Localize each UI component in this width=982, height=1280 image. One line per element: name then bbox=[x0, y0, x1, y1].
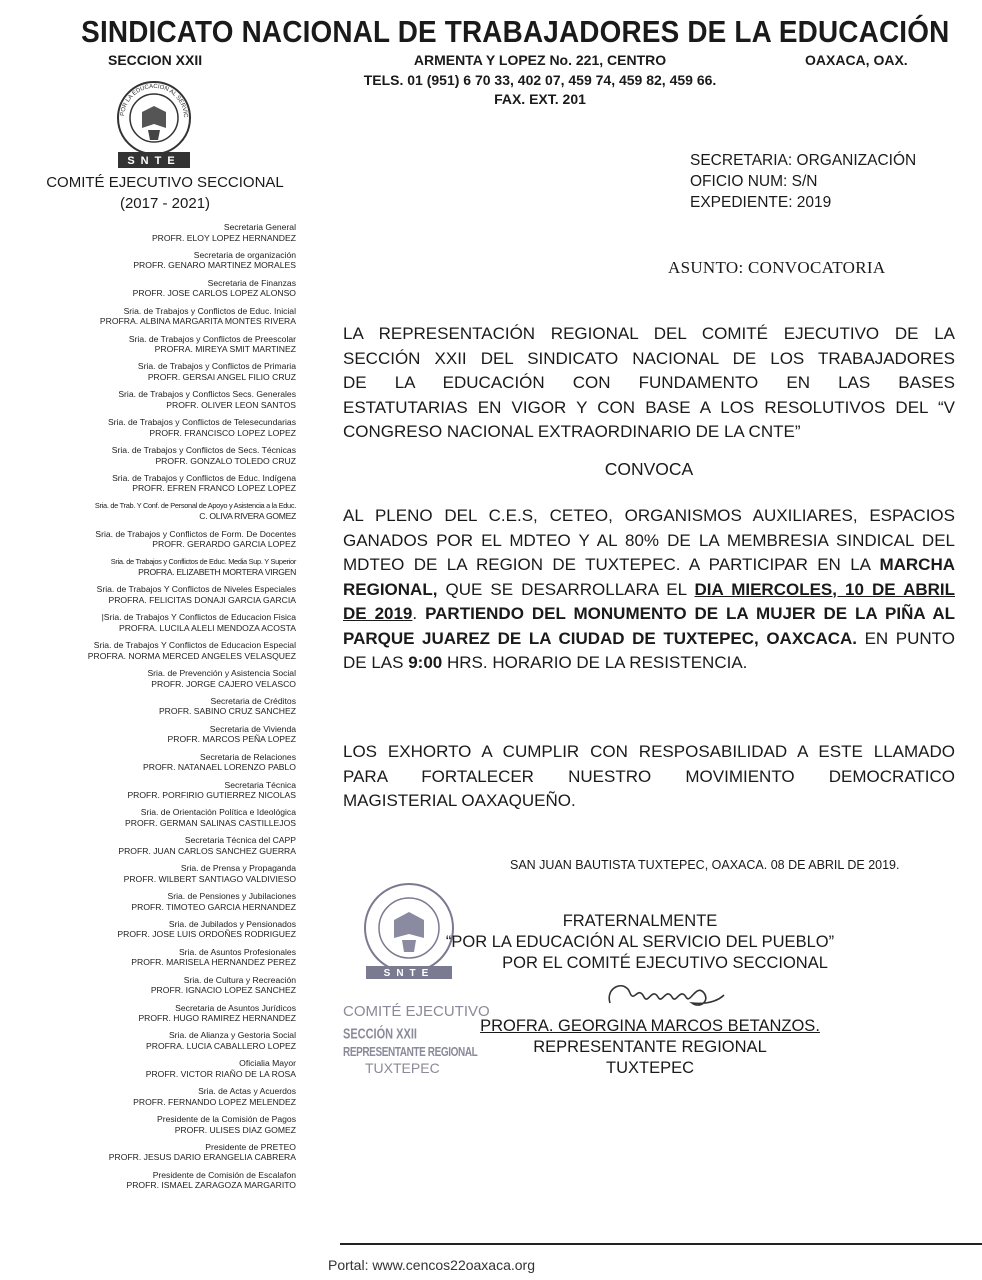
roster-entry bbox=[40, 919, 296, 940]
roster-entry bbox=[40, 863, 296, 884]
intro-line: DE LA EDUCACIÓN CON FUNDAMENTO EN LAS BASES bbox=[343, 373, 955, 392]
logo-motto: POR LA EDUCACION AL SERVIC bbox=[120, 83, 189, 118]
roster-name: PROFRA. FELICITAS DONAJI GARCIA GARCIA bbox=[108, 594, 296, 605]
roster-name: PROFR. ELOY LOPEZ HERNANDEZ bbox=[151, 232, 296, 243]
subject-line: ASUNTO: CONVOCATORIA bbox=[668, 258, 886, 277]
event-name: MARCHA bbox=[879, 555, 955, 574]
call-line: DE 2019. PARTIENDO DEL MONUMENTO DE LA MUJER DE LA PIÑA AL bbox=[343, 604, 955, 623]
route-start: PARTIENDO DEL MONUMENTO DE LA MUJER DE LA PIÑA AL bbox=[425, 604, 955, 623]
intro-line: SECCIÓN XXII DEL SINDICATO NACIONAL DE LOS TRABAJADORES bbox=[343, 348, 955, 368]
roster-entry bbox=[40, 389, 296, 410]
roster-name: C. OLIVA RIVERA GOMEZ bbox=[199, 511, 296, 522]
closing-by: POR EL COMITÉ EJECUTIVO SECCIONAL bbox=[502, 954, 828, 972]
roster-name: PROFRA. ALBINA MARGARITA MONTES RIVERA bbox=[99, 316, 296, 327]
document-title: SINDICATO NACIONAL DE TRABAJADORES DE LA EDUCACIÓN bbox=[81, 14, 950, 49]
roster-role: Secretaria de organización bbox=[193, 249, 296, 260]
roster-entry bbox=[40, 1058, 296, 1079]
roster-role: Sria. de Trabajos y Conflictos de Educ. Media Sup. Y Superior bbox=[110, 556, 296, 566]
roster-name: PROFR. PORFIRIO GUTIERREZ NICOLAS bbox=[127, 790, 296, 801]
roster-entry bbox=[40, 557, 296, 578]
call-tail-2: DE LAS bbox=[343, 653, 404, 672]
roster-entry bbox=[40, 278, 296, 299]
roster-entry bbox=[40, 1086, 296, 1107]
roster-entry bbox=[40, 668, 296, 689]
roster-name: PROFR. JESUS DARIO ERANGELIA CABRERA bbox=[108, 1152, 296, 1163]
roster-entry bbox=[40, 361, 296, 382]
roster-entry bbox=[40, 417, 296, 438]
call-line: GANADOS POR EL MDTEO Y AL 80% DE LA MEMBRESIA SINDICAL DEL bbox=[343, 530, 955, 550]
roster-role: Secretaria de Finanzas bbox=[207, 277, 296, 288]
roster-role: Sria. de Prevención y Asistencia Social bbox=[147, 668, 296, 678]
roster-entry bbox=[40, 306, 296, 327]
roster-entry bbox=[40, 724, 296, 745]
committee-title: COMITÉ EJECUTIVO SECCIONAL bbox=[46, 174, 284, 191]
roster-name: PROFR. IGNACIO LOPEZ SANCHEZ bbox=[150, 985, 296, 996]
roster-role: Secretaria Técnica bbox=[224, 779, 296, 790]
roster-name: PROFR. JOSE LUIS ORDOÑES RODRIGUEZ bbox=[117, 929, 296, 940]
roster-name: PROFR. JOSE CARLOS LOPEZ ALONSO bbox=[132, 288, 296, 299]
secretaria-ref: SECRETARIA: ORGANIZACIÓN bbox=[690, 152, 917, 169]
roster-entry bbox=[40, 1114, 296, 1135]
intro-line: ESTATUTARIAS EN VIGOR Y CON BASE A LOS RESOLUTIVOS DEL “V bbox=[343, 397, 955, 417]
roster-name: PROFR. ISMAEL ZARAGOZA MARGARITO bbox=[126, 1180, 296, 1191]
roster-name: PROFRA. MIREYA SMIT MARTINEZ bbox=[154, 344, 296, 355]
roster-entry bbox=[40, 250, 296, 271]
roster-role: Secretaria de Créditos bbox=[210, 695, 296, 706]
roster-entry bbox=[40, 222, 296, 243]
reference-block bbox=[690, 150, 916, 213]
convoca-heading: CONVOCA bbox=[604, 459, 694, 479]
roster-entry bbox=[40, 1170, 296, 1191]
signer-region: TUXTEPEC bbox=[605, 1059, 694, 1077]
roster-role: Sria. de Asuntos Profesionales bbox=[178, 946, 296, 957]
roster-name: PROFR. NATANAEL LORENZO PABLO bbox=[143, 762, 296, 773]
roster-role: Secretaria General bbox=[223, 222, 296, 232]
roster-entry bbox=[40, 584, 296, 605]
roster-entry bbox=[40, 891, 296, 912]
event-time: 9:00 bbox=[408, 653, 443, 672]
roster-name: PROFR. OLIVER LEON SANTOS bbox=[166, 399, 296, 410]
call-line bbox=[343, 553, 955, 578]
roster-role: Sria. de Pensiones y Jubilaciones bbox=[167, 891, 296, 901]
roster-role: Sria. de Cultura y Recreación bbox=[183, 974, 296, 985]
roster-name: PROFR. HUGO RAMIREZ HERNANDEZ bbox=[138, 1013, 296, 1024]
roster-role: Sria. de Trabajos y Conflictos de Educ. Inicial bbox=[123, 305, 296, 316]
roster-role: Sria. de Trabajos y Conflictos de Telesecundarias bbox=[107, 417, 296, 428]
exhort-paragraph bbox=[343, 740, 955, 814]
roster-name: PROFR. EFREN FRANCO LOPEZ LOPEZ bbox=[132, 483, 296, 494]
committee-roster bbox=[40, 222, 296, 1198]
roster-name: PROFRA. ELIZABETH MORTERA VIRGEN bbox=[138, 567, 296, 578]
call-line-text: MDTEO DE LA REGION DE TUXTEPEC. A PARTICIPAR EN LA bbox=[343, 555, 871, 574]
call-line bbox=[343, 578, 955, 603]
roster-entry bbox=[40, 696, 296, 717]
stamp-line-4: TUXTEPEC bbox=[365, 1060, 440, 1076]
route-end: PARQUE JUAREZ DE LA CIUDAD DE TUXTEPEC, OAXCACA. bbox=[343, 628, 857, 648]
roster-entry bbox=[40, 835, 296, 856]
roster-name: PROFR. GERMAN SALINAS CASTILLEJOS bbox=[125, 817, 296, 828]
roster-entry bbox=[40, 612, 296, 633]
event-date: DIA MIERCOLES, 10 DE ABRIL bbox=[694, 579, 956, 599]
roster-name: PROFR. JUAN CARLOS SANCHEZ GUERRA bbox=[118, 845, 296, 856]
event-year: DE 2019 bbox=[343, 604, 413, 623]
roster-role: Sria. de Trabajos Y Conflictos de Niveles Especiales bbox=[96, 584, 296, 595]
roster-role: Sria. de Orientación Política e Ideológica bbox=[140, 807, 296, 818]
footer-portal: Portal: www.cencos22oaxaca.org bbox=[328, 1257, 535, 1273]
roster-name: PROFR. GERSAI ANGEL FILIO CRUZ bbox=[147, 371, 296, 382]
roster-name: PROFR. ULISES DIAZ GOMEZ bbox=[174, 1124, 296, 1135]
stamp-line-1: COMITÉ EJECUTIVO bbox=[343, 1003, 490, 1020]
exhort-line: MAGISTERIAL OAXAQUEÑO. bbox=[343, 791, 576, 810]
roster-name: PROFR. GENARO MARTINEZ MORALES bbox=[133, 260, 296, 271]
signature-scribble-icon bbox=[600, 975, 730, 1015]
intro-line: CONGRESO NACIONAL EXTRAORDINARIO DE LA CNTE” bbox=[343, 422, 801, 441]
roster-role: Secretaria de Relaciones bbox=[199, 751, 296, 762]
roster-role: Secretaria de Vivienda bbox=[209, 723, 296, 734]
roster-name: PROFRA. LUCIA CABALLERO LOPEZ bbox=[146, 1040, 296, 1051]
roster-role: Sria. de Alianza y Gestoria Social bbox=[168, 1030, 296, 1041]
roster-name: PROFR. FRANCISCO LOPEZ LOPEZ bbox=[149, 427, 296, 438]
roster-name: PROFRA. LUCILA ALELI MENDOZA ACOSTA bbox=[118, 622, 296, 633]
stamp-line-3: REPRESENTANTE REGIONAL bbox=[343, 1045, 478, 1060]
roster-entry bbox=[40, 752, 296, 773]
snte-logo bbox=[112, 78, 196, 170]
roster-entry bbox=[40, 473, 296, 494]
roster-name: PROFR. MARCOS PEÑA LOPEZ bbox=[167, 734, 296, 745]
call-mid: QUE SE DESARROLLARA EL bbox=[445, 579, 687, 599]
roster-name: PROFRA. NORMA MERCED ANGELES VELASQUEZ bbox=[87, 650, 296, 661]
roster-role: Sria. de Prensa y Propaganda bbox=[180, 863, 296, 874]
roster-entry bbox=[40, 975, 296, 996]
event-name-2: REGIONAL, bbox=[343, 579, 438, 599]
address-line: ARMENTA Y LOPEZ No. 221, CENTRO bbox=[413, 52, 667, 68]
fax-line: FAX. EXT. 201 bbox=[494, 91, 586, 107]
expediente-ref: EXPEDIENTE: 2019 bbox=[690, 194, 832, 211]
roster-entry bbox=[40, 334, 296, 355]
call-tail: EN PUNTO bbox=[864, 628, 955, 648]
roster-name: PROFR. SABINO CRUZ SANCHEZ bbox=[158, 706, 296, 717]
roster-role: Presidente de PRETEO bbox=[205, 1141, 296, 1152]
roster-role: Sria. de Trabajos Y Conflictos de Educacion Especial bbox=[93, 640, 296, 651]
seal-label: SNTE bbox=[383, 968, 435, 979]
roster-role: Sria. de Trabajos y Conflictos Secs. Generales bbox=[118, 389, 296, 400]
call-tail-3: HRS. HORARIO DE LA RESISTENCIA. bbox=[446, 653, 748, 672]
roster-role: Sria. de Trabajos y Conflictos de Preescolar bbox=[128, 333, 296, 344]
call-paragraph bbox=[343, 504, 955, 676]
roster-name: PROFR. TIMOTEO GARCIA HERNANDEZ bbox=[131, 901, 296, 912]
logo-label: SNTE bbox=[127, 155, 181, 167]
roster-role: Sria. de Trabajos y Conflictos de Primaria bbox=[137, 361, 296, 372]
roster-name: PROFR. MARISELA HERNANDEZ PEREZ bbox=[131, 957, 296, 968]
roster-entry bbox=[40, 529, 296, 550]
call-line: AL PLENO DEL C.E.S, CETEO, ORGANISMOS AUXILIARES, ESPACIOS bbox=[343, 506, 955, 525]
roster-entry bbox=[40, 1030, 296, 1051]
intro-paragraph bbox=[343, 322, 955, 445]
roster-entry bbox=[40, 640, 296, 661]
roster-name: PROFR. FERNANDO LOPEZ MELENDEZ bbox=[133, 1096, 296, 1107]
roster-role: Sria. de Actas y Acuerdos bbox=[198, 1086, 296, 1097]
roster-role: Oficialia Mayor bbox=[239, 1058, 296, 1069]
roster-entry bbox=[40, 780, 296, 801]
closing-fraternal: FRATERNALMENTE bbox=[562, 912, 718, 930]
exhort-line: LOS EXHORTO A CUMPLIR CON RESPOSABILIDAD A ESTE LLAMADO bbox=[343, 742, 955, 761]
roster-role: |Sria. de Trabajos Y Conflictos de Educacion Fisica bbox=[101, 612, 296, 623]
section-label: SECCION XXII bbox=[108, 52, 203, 68]
roster-name: PROFR. GERARDO GARCIA LOPEZ bbox=[152, 539, 296, 550]
roster-entry bbox=[40, 501, 296, 522]
oficio-ref: OFICIO NUM: S/N bbox=[690, 173, 818, 190]
roster-name: PROFR. VICTOR RIAÑO DE LA ROSA bbox=[145, 1068, 296, 1079]
roster-entry bbox=[40, 947, 296, 968]
roster-role: Sria. de Trab. Y Conf. de Personal de Apoyo y Asistencia a la Educ. bbox=[94, 500, 296, 510]
roster-entry bbox=[40, 1142, 296, 1163]
roster-role: Secretaria Técnica del CAPP bbox=[184, 835, 296, 846]
roster-role: Sria. de Jubilados y Pensionados bbox=[168, 918, 296, 929]
intro-line: LA REPRESENTACIÓN REGIONAL DEL COMITÉ EJECUTIVO DE LA bbox=[343, 324, 955, 343]
handwritten-signature bbox=[600, 975, 730, 1015]
roster-entry bbox=[40, 807, 296, 828]
roster-name: PROFR. JORGE CAJERO VELASCO bbox=[151, 678, 296, 689]
roster-entry bbox=[40, 1003, 296, 1024]
place-date: SAN JUAN BAUTISTA TUXTEPEC, OAXACA. 08 DE ABRIL DE 2019. bbox=[510, 858, 900, 872]
call-line bbox=[343, 651, 955, 676]
roster-role: Secretaria de Asuntos Jurídicos bbox=[175, 1002, 296, 1013]
snte-emblem-icon bbox=[112, 78, 196, 170]
footer-rule bbox=[340, 1243, 982, 1245]
call-line bbox=[343, 627, 955, 652]
roster-role: Sria. de Trabajos y Conflictos de Secs. Técnicas bbox=[111, 445, 296, 455]
phones-line: TELS. 01 (951) 6 70 33, 402 07, 459 74, 459 82, 459 66. bbox=[363, 72, 717, 88]
signer-name: PROFRA. GEORGINA MARCOS BETANZOS. bbox=[480, 1017, 820, 1035]
exhort-line: PARA FORTALECER NUESTRO MOVIMIENTO DEMOCRATICO bbox=[343, 766, 955, 786]
roster-name: PROFR. WILBERT SANTIAGO VALDIVIESO bbox=[123, 873, 296, 884]
roster-entry bbox=[40, 445, 296, 466]
roster-role: Presidente de Comisión de Escalafon bbox=[152, 1169, 296, 1180]
roster-name: PROFR. GONZALO TOLEDO CRUZ bbox=[155, 455, 296, 466]
stamp-line-2: SECCIÓN XXII bbox=[343, 1026, 417, 1043]
roster-role: Presidente de la Comisión de Pagos bbox=[156, 1114, 296, 1124]
city-label: OAXACA, OAX. bbox=[805, 52, 908, 68]
roster-role: Sria. de Trabajos y Conflictos de Form. De Docentes bbox=[95, 528, 296, 539]
closing-motto: “POR LA EDUCACIÓN AL SERVICIO DEL PUEBLO” bbox=[445, 933, 835, 951]
roster-role: Sria. de Trabajos y Conflictos de Educ. Indígena bbox=[112, 472, 296, 483]
signer-position: REPRESENTANTE REGIONAL bbox=[533, 1038, 767, 1056]
committee-period: (2017 - 2021) bbox=[119, 195, 211, 212]
